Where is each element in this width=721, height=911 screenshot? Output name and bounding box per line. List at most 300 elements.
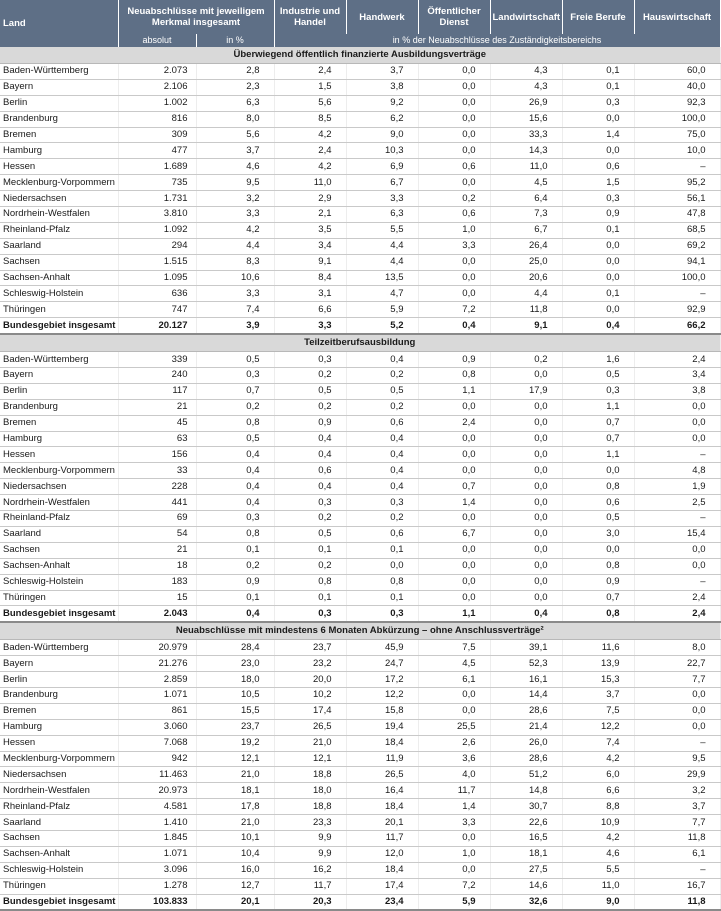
value-cell: 0,1 <box>274 542 346 558</box>
value-cell: 2,4 <box>274 64 346 80</box>
table-row <box>0 735 720 751</box>
value-cell: 0,0 <box>490 590 562 606</box>
value-cell: 0,7 <box>418 479 490 495</box>
value-cell: 26,9 <box>490 95 562 111</box>
value-cell: 4,4 <box>490 286 562 302</box>
land-cell: Berlin <box>0 95 118 111</box>
table-row <box>0 495 720 511</box>
land-cell: Nordrhein-Westfalen <box>0 495 118 511</box>
land-cell: Nordrhein-Westfalen <box>0 783 118 799</box>
value-cell: 19,4 <box>346 719 418 735</box>
value-cell: 20,0 <box>274 672 346 688</box>
value-cell: 441 <box>118 495 196 511</box>
value-cell: 20.979 <box>118 640 196 656</box>
value-cell: 11.463 <box>118 767 196 783</box>
value-cell: 4,5 <box>418 656 490 672</box>
value-cell: 3,3 <box>196 207 274 223</box>
value-cell: 19,2 <box>196 735 274 751</box>
header-industrie: Industrie und Handel <box>274 0 346 34</box>
value-cell: 0,6 <box>562 159 634 175</box>
value-cell: 2,4 <box>634 352 720 368</box>
table-row <box>0 143 720 159</box>
value-cell: 32,6 <box>490 894 562 910</box>
value-cell: 0,0 <box>562 270 634 286</box>
value-cell: 0,4 <box>274 447 346 463</box>
value-cell: 11,7 <box>418 783 490 799</box>
value-cell: 94,1 <box>634 254 720 270</box>
value-cell: 1.410 <box>118 815 196 831</box>
value-cell: 3,3 <box>274 318 346 334</box>
value-cell: 7.068 <box>118 735 196 751</box>
value-cell: 24,7 <box>346 656 418 672</box>
value-cell: 0,2 <box>346 368 418 384</box>
value-cell: 12,2 <box>562 719 634 735</box>
value-cell: 1,1 <box>562 399 634 415</box>
value-cell: 52,3 <box>490 656 562 672</box>
value-cell: 18,4 <box>346 862 418 878</box>
value-cell: 18,4 <box>346 735 418 751</box>
value-cell: 0,5 <box>562 511 634 527</box>
value-cell: 68,5 <box>634 222 720 238</box>
land-cell: Sachsen <box>0 542 118 558</box>
value-cell: 0,2 <box>274 511 346 527</box>
value-cell: 9,5 <box>634 751 720 767</box>
land-cell: Bremen <box>0 127 118 143</box>
value-cell: 13,5 <box>346 270 418 286</box>
value-cell: 21 <box>118 399 196 415</box>
value-cell: 0,5 <box>196 352 274 368</box>
value-cell: 2,4 <box>634 590 720 606</box>
table-row <box>0 799 720 815</box>
land-cell: Rheinland-Pfalz <box>0 222 118 238</box>
value-cell: 0,1 <box>562 64 634 80</box>
section-header <box>0 622 720 640</box>
land-cell: Berlin <box>0 672 118 688</box>
value-cell: 0,0 <box>490 415 562 431</box>
table-row <box>0 672 720 688</box>
table-row <box>0 286 720 302</box>
value-cell: 14,8 <box>490 783 562 799</box>
land-cell: Brandenburg <box>0 399 118 415</box>
value-cell: 5,6 <box>196 127 274 143</box>
value-cell: 103.833 <box>118 894 196 910</box>
value-cell: 3,3 <box>418 815 490 831</box>
land-cell: Sachsen-Anhalt <box>0 270 118 286</box>
table-row <box>0 767 720 783</box>
table-row <box>0 79 720 95</box>
table-row <box>0 207 720 223</box>
value-cell: 0,9 <box>418 352 490 368</box>
value-cell: 23,4 <box>346 894 418 910</box>
value-cell: 6,1 <box>634 846 720 862</box>
value-cell: 0,1 <box>562 222 634 238</box>
value-cell: 0,0 <box>634 415 720 431</box>
value-cell: 22,6 <box>490 815 562 831</box>
value-cell: 4,2 <box>562 751 634 767</box>
total-row <box>0 606 720 622</box>
value-cell: 15,8 <box>346 703 418 719</box>
value-cell: 0,0 <box>490 495 562 511</box>
value-cell: 0,3 <box>562 95 634 111</box>
value-cell: 16,0 <box>196 862 274 878</box>
value-cell: 12,0 <box>346 846 418 862</box>
value-cell: 28,6 <box>490 751 562 767</box>
value-cell: 0,1 <box>562 79 634 95</box>
table-row <box>0 574 720 590</box>
value-cell: 18,4 <box>346 799 418 815</box>
value-cell: 1,0 <box>418 846 490 862</box>
value-cell: 18,0 <box>274 783 346 799</box>
value-cell: 0,8 <box>346 574 418 590</box>
value-cell: 0,0 <box>418 703 490 719</box>
value-cell: 1.689 <box>118 159 196 175</box>
value-cell: 0,2 <box>274 368 346 384</box>
value-cell: 7,4 <box>196 302 274 318</box>
table-row <box>0 352 720 368</box>
value-cell: 0,0 <box>418 511 490 527</box>
value-cell: 0,2 <box>490 352 562 368</box>
value-cell: 0,2 <box>196 399 274 415</box>
land-cell: Rheinland-Pfalz <box>0 511 118 527</box>
table-row <box>0 830 720 846</box>
table-row <box>0 783 720 799</box>
value-cell: 6,6 <box>562 783 634 799</box>
value-cell: 6,7 <box>346 175 418 191</box>
land-cell: Sachsen-Anhalt <box>0 846 118 862</box>
value-cell: 861 <box>118 703 196 719</box>
value-cell: 0,0 <box>562 463 634 479</box>
value-cell: 4,4 <box>346 238 418 254</box>
value-cell: – <box>634 735 720 751</box>
table-row <box>0 703 720 719</box>
table-row <box>0 64 720 80</box>
value-cell: 6,9 <box>346 159 418 175</box>
value-cell: 40,0 <box>634 79 720 95</box>
table-row <box>0 175 720 191</box>
table-row <box>0 526 720 542</box>
value-cell: 0,0 <box>562 254 634 270</box>
value-cell: 17,8 <box>196 799 274 815</box>
value-cell: 0,0 <box>490 558 562 574</box>
value-cell: 69,2 <box>634 238 720 254</box>
value-cell: 10,1 <box>196 830 274 846</box>
value-cell: 18,1 <box>490 846 562 862</box>
value-cell: 15 <box>118 590 196 606</box>
value-cell: 0,0 <box>634 399 720 415</box>
value-cell: 0,8 <box>196 415 274 431</box>
value-cell: 3,2 <box>634 783 720 799</box>
value-cell: 7,2 <box>418 302 490 318</box>
value-cell: 0,0 <box>418 862 490 878</box>
value-cell: 4,6 <box>562 846 634 862</box>
value-cell: 16,4 <box>346 783 418 799</box>
value-cell: 228 <box>118 479 196 495</box>
value-cell: 16,2 <box>274 862 346 878</box>
value-cell: 0,2 <box>346 399 418 415</box>
value-cell: 3,7 <box>634 799 720 815</box>
value-cell: 9,1 <box>490 318 562 334</box>
table-row <box>0 368 720 384</box>
value-cell: 4,5 <box>490 175 562 191</box>
value-cell: 0,5 <box>196 431 274 447</box>
value-cell: 8,5 <box>274 111 346 127</box>
table-row <box>0 751 720 767</box>
value-cell: 3,9 <box>196 318 274 334</box>
value-cell: 5,9 <box>346 302 418 318</box>
value-cell: 8,0 <box>196 111 274 127</box>
value-cell: 0,0 <box>562 542 634 558</box>
value-cell: 0,3 <box>274 495 346 511</box>
table-row <box>0 254 720 270</box>
value-cell: 3,8 <box>346 79 418 95</box>
value-cell: 0,8 <box>418 368 490 384</box>
value-cell: 47,8 <box>634 207 720 223</box>
value-cell: 3,2 <box>196 191 274 207</box>
value-cell: 17,9 <box>490 383 562 399</box>
section-header <box>0 47 720 64</box>
header-landwirtschaft: Landwirtschaft <box>490 0 562 34</box>
value-cell: 92,9 <box>634 302 720 318</box>
table-row <box>0 447 720 463</box>
value-cell: 339 <box>118 352 196 368</box>
header-in-pct: in % <box>196 34 274 47</box>
value-cell: 0,6 <box>274 463 346 479</box>
section-title: Neuabschlüsse mit mindestens 6 Monaten Abkürzung – ohne Anschlussverträge² <box>0 622 720 640</box>
value-cell: 0,0 <box>634 687 720 703</box>
value-cell: 1,1 <box>418 383 490 399</box>
value-cell: 0,0 <box>418 127 490 143</box>
value-cell: 11,0 <box>562 878 634 894</box>
value-cell: 2,9 <box>274 191 346 207</box>
value-cell: 2.043 <box>118 606 196 622</box>
table-row <box>0 687 720 703</box>
value-cell: 0,0 <box>418 431 490 447</box>
value-cell: 9,2 <box>346 95 418 111</box>
value-cell: 12,1 <box>274 751 346 767</box>
value-cell: 0,0 <box>346 558 418 574</box>
value-cell: 747 <box>118 302 196 318</box>
value-cell: 1,4 <box>562 127 634 143</box>
land-cell: Bundesgebiet insgesamt <box>0 894 118 910</box>
value-cell: 6,2 <box>346 111 418 127</box>
value-cell: 14,6 <box>490 878 562 894</box>
table-header <box>0 0 720 47</box>
land-cell: Schleswig-Holstein <box>0 862 118 878</box>
value-cell: 0,4 <box>490 606 562 622</box>
value-cell: 0,0 <box>418 574 490 590</box>
value-cell: 0,5 <box>274 383 346 399</box>
value-cell: 6,3 <box>346 207 418 223</box>
value-cell: 1,4 <box>418 495 490 511</box>
value-cell: 0,0 <box>634 703 720 719</box>
value-cell: – <box>634 574 720 590</box>
value-cell: 15,4 <box>634 526 720 542</box>
value-cell: 0,0 <box>490 447 562 463</box>
value-cell: 20,1 <box>196 894 274 910</box>
value-cell: 9,5 <box>196 175 274 191</box>
value-cell: 0,0 <box>418 463 490 479</box>
value-cell: 11,7 <box>346 830 418 846</box>
value-cell: 0,0 <box>562 238 634 254</box>
value-cell: 0,0 <box>418 542 490 558</box>
land-cell: Schleswig-Holstein <box>0 286 118 302</box>
value-cell: 25,0 <box>490 254 562 270</box>
value-cell: 26,4 <box>490 238 562 254</box>
value-cell: 10,5 <box>196 687 274 703</box>
value-cell: 3.810 <box>118 207 196 223</box>
value-cell: 45,9 <box>346 640 418 656</box>
value-cell: 9,1 <box>274 254 346 270</box>
value-cell: 0,9 <box>196 574 274 590</box>
table-row <box>0 111 720 127</box>
value-cell: 0,4 <box>196 447 274 463</box>
value-cell: 0,1 <box>562 286 634 302</box>
land-cell: Brandenburg <box>0 111 118 127</box>
table-row <box>0 542 720 558</box>
value-cell: 0,1 <box>346 590 418 606</box>
land-cell: Niedersachsen <box>0 479 118 495</box>
land-cell: Saarland <box>0 815 118 831</box>
header-oeffentlicher-dienst: Öffentlicher Dienst <box>418 0 490 34</box>
value-cell: 11,0 <box>490 159 562 175</box>
value-cell: 183 <box>118 574 196 590</box>
value-cell: 20.973 <box>118 783 196 799</box>
value-cell: 20,6 <box>490 270 562 286</box>
value-cell: 51,2 <box>490 767 562 783</box>
value-cell: 4.581 <box>118 799 196 815</box>
value-cell: 15,5 <box>196 703 274 719</box>
value-cell: 1,4 <box>418 799 490 815</box>
value-cell: 23,7 <box>196 719 274 735</box>
value-cell: 0,0 <box>634 542 720 558</box>
value-cell: 17,2 <box>346 672 418 688</box>
value-cell: 0,0 <box>490 368 562 384</box>
value-cell: 4,0 <box>418 767 490 783</box>
value-cell: 2.859 <box>118 672 196 688</box>
value-cell: 4,6 <box>196 159 274 175</box>
land-cell: Thüringen <box>0 302 118 318</box>
value-cell: 0,4 <box>274 479 346 495</box>
value-cell: 45 <box>118 415 196 431</box>
value-cell: 0,9 <box>562 574 634 590</box>
value-cell: 2,8 <box>196 64 274 80</box>
value-cell: – <box>634 447 720 463</box>
header-sub-note: in % der Neuabschlüsse des Zuständigkeitsbereichs <box>274 34 720 47</box>
value-cell: 0,1 <box>196 590 274 606</box>
value-cell: 3.060 <box>118 719 196 735</box>
value-cell: 1,5 <box>562 175 634 191</box>
value-cell: 5,6 <box>274 95 346 111</box>
table-row <box>0 640 720 656</box>
value-cell: 0,4 <box>346 447 418 463</box>
value-cell: 4,8 <box>634 463 720 479</box>
value-cell: 9,9 <box>274 846 346 862</box>
value-cell: – <box>634 511 720 527</box>
value-cell: 0,0 <box>490 526 562 542</box>
value-cell: 0,2 <box>274 558 346 574</box>
land-cell: Mecklenburg-Vorpommern <box>0 463 118 479</box>
value-cell: 1.071 <box>118 687 196 703</box>
value-cell: 6,3 <box>196 95 274 111</box>
value-cell: 2,4 <box>274 143 346 159</box>
value-cell: 3,4 <box>634 368 720 384</box>
value-cell: 1.515 <box>118 254 196 270</box>
value-cell: 13,9 <box>562 656 634 672</box>
table-row <box>0 511 720 527</box>
value-cell: 3,3 <box>196 286 274 302</box>
land-cell: Mecklenburg-Vorpommern <box>0 175 118 191</box>
value-cell: 0,0 <box>490 479 562 495</box>
table-row <box>0 383 720 399</box>
value-cell: 0,0 <box>490 463 562 479</box>
table-row <box>0 302 720 318</box>
value-cell: 0,3 <box>274 606 346 622</box>
value-cell: 30,7 <box>490 799 562 815</box>
land-cell: Hessen <box>0 159 118 175</box>
value-cell: 1,9 <box>634 479 720 495</box>
value-cell: 0,1 <box>274 590 346 606</box>
value-cell: 66,2 <box>634 318 720 334</box>
value-cell: 0,0 <box>418 111 490 127</box>
land-cell: Sachsen-Anhalt <box>0 558 118 574</box>
land-cell: Niedersachsen <box>0 191 118 207</box>
value-cell: – <box>634 286 720 302</box>
value-cell: 0,0 <box>490 431 562 447</box>
value-cell: 4,2 <box>562 830 634 846</box>
land-cell: Baden-Württemberg <box>0 640 118 656</box>
value-cell: 16,7 <box>634 878 720 894</box>
value-cell: 18,8 <box>274 799 346 815</box>
value-cell: 9,0 <box>562 894 634 910</box>
value-cell: 0,0 <box>418 687 490 703</box>
land-cell: Mecklenburg-Vorpommern <box>0 751 118 767</box>
value-cell: 8,0 <box>634 640 720 656</box>
table-row <box>0 415 720 431</box>
value-cell: 0,0 <box>418 830 490 846</box>
value-cell: 18 <box>118 558 196 574</box>
table-row <box>0 159 720 175</box>
value-cell: 3,0 <box>562 526 634 542</box>
value-cell: 0,0 <box>418 447 490 463</box>
value-cell: 0,7 <box>562 590 634 606</box>
land-cell: Hamburg <box>0 719 118 735</box>
value-cell: 56,1 <box>634 191 720 207</box>
total-row <box>0 894 720 910</box>
value-cell: 2,6 <box>418 735 490 751</box>
value-cell: 2,1 <box>274 207 346 223</box>
value-cell: 16,1 <box>490 672 562 688</box>
section-title: Überwiegend öffentlich finanzierte Ausbildungsverträge <box>0 47 720 64</box>
value-cell: 95,2 <box>634 175 720 191</box>
land-cell: Hamburg <box>0 143 118 159</box>
table-row <box>0 431 720 447</box>
value-cell: 10,6 <box>196 270 274 286</box>
value-cell: 0,4 <box>274 431 346 447</box>
value-cell: 26,5 <box>274 719 346 735</box>
value-cell: 2,3 <box>196 79 274 95</box>
header-freie-berufe: Freie Berufe <box>562 0 634 34</box>
value-cell: 0,0 <box>418 254 490 270</box>
value-cell: 7,7 <box>634 672 720 688</box>
value-cell: 28,6 <box>490 703 562 719</box>
value-cell: 1,1 <box>418 606 490 622</box>
value-cell: 0,4 <box>196 463 274 479</box>
land-cell: Hessen <box>0 735 118 751</box>
header-merkmal: Neuabschlüsse mit jeweiligem Merkmal insgesamt <box>118 0 274 34</box>
value-cell: 5,5 <box>346 222 418 238</box>
value-cell: 2,5 <box>634 495 720 511</box>
value-cell: 20,1 <box>346 815 418 831</box>
